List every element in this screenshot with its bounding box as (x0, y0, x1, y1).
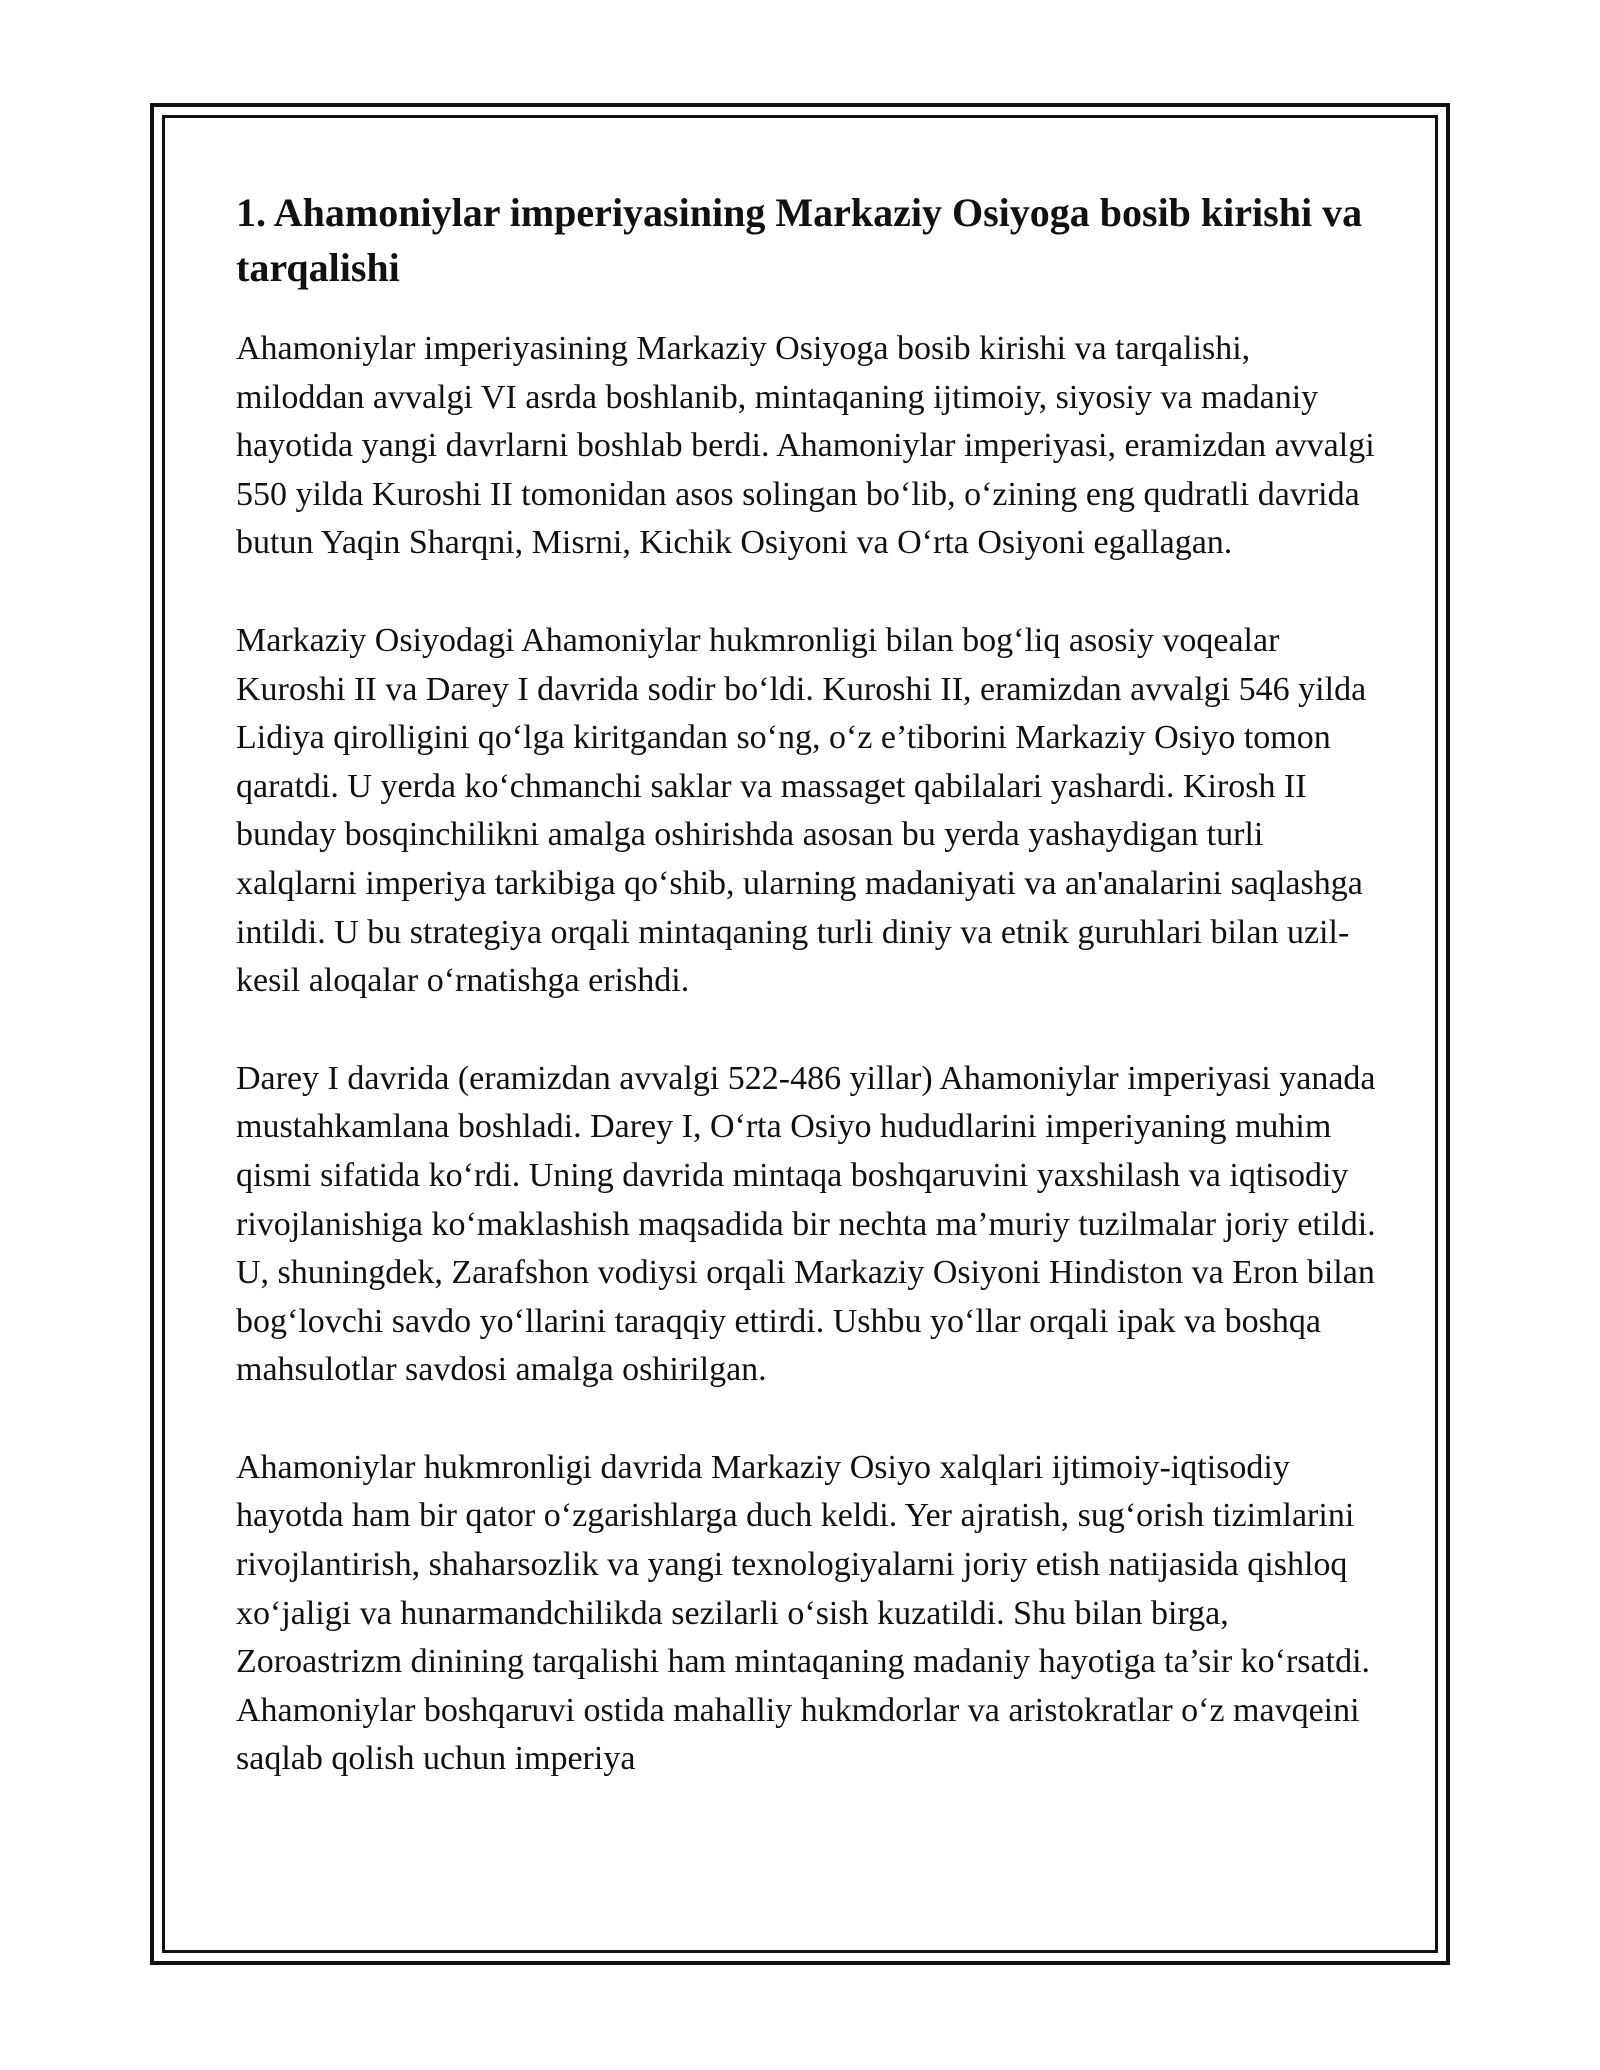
paragraph-1: Ahamoniylar imperiyasining Markaziy Osiyoga bosib kirishi va tarqalishi, miloddan avvalgi VI asrda boshlanib, mintaqaning ijtimoiy, siyosiy va madaniy hayotida yangi davrlarni boshlab berdi. Ahamoniylar imperiyasi, eramizdan avvalgi 550 yilda Kuroshi II tomonidan asos solingan bo‘lib, o‘zining eng qudratli davrida butun Yaqin Sharqni, Misrni, Kichik Osiyoni va O‘rta Osiyoni egallagan. (236, 330, 1375, 562)
document-body (236, 185, 1376, 1833)
paragraph-2: Markaziy Osiyodagi Ahamoniylar hukmronligi bilan bog‘liq asosiy voqealar Kuroshi II va Darey I davrida sodir bo‘ldi. Kuroshi II, eramizdan avvalgi 546 yilda Lidiya qirolligini qo‘lga kiritgandan so‘ng, o‘z e’tiborini Markaziy Osiyo tomon qaratdi. U yerda ko‘chmanchi saklar va massaget qabilalari yashardi. Kirosh II bunday bosqinchilikni amalga oshirishda asosan bu yerda yashaydigan turli xalqlarni imperiya tarkibiga qo‘shib, ularning madaniyati va an'analarini saqlashga intildi. U bu strategiya orqali mintaqaning turli diniy va etnik guruhlari bilan uzil-kesil aloqalar o‘rnatishga erishdi. (236, 621, 1367, 1000)
section-heading: 1. Ahamoniylar imperiyasining Markaziy Osiyoga bosib kirishi va tarqalishi (236, 190, 1363, 290)
paragraph-3: Darey I davrida (eramizdan avvalgi 522-486 yillar) Ahamoniylar imperiyasi yanada mustahkamlana boshladi. Darey I, O‘rta Osiyo hududlarini imperiyaning muhim qismi sifatida ko‘rdi. Uning davrida mintaqa boshqaruvini yaxshilash va iqtisodiy rivojlanishiga ko‘maklashish maqsadida bir nechta ma’muriy tuzilmalar joriy etildi. U, shuningdek, Zarafshon vodiysi orqali Markaziy Osiyoni Hindiston va Eron bilan bog‘lovchi savdo yo‘llarini taraqqiy ettirdi. Ushbu yo‘llar orqali ipak va boshqa mahsulotlar savdosi amalga oshirilgan. (236, 1059, 1376, 1389)
paragraph-4: Ahamoniylar hukmronligi davrida Markaziy Osiyo xalqlari ijtimoiy-iqtisodiy hayotda ham bir qator o‘zgarishlarga duch keldi. Yer ajratish, sug‘orish tizimlarini rivojlantirish, shaharsozlik va yangi texnologiyalarni joriy etish natijasida qishloq xo‘jaligi va hunarmandchilikda sezilarli o‘sish kuzatildi. Shu bilan birga, Zoroastrizm dinining tarqalishi ham mintaqaning madaniy hayotiga ta’sir ko‘rsatdi. Ahamoniylar boshqaruvi ostida mahalliy hukmdorlar va aristokratlar o‘z mavqeini saqlab qolish uchun imperiya (236, 1448, 1371, 1778)
